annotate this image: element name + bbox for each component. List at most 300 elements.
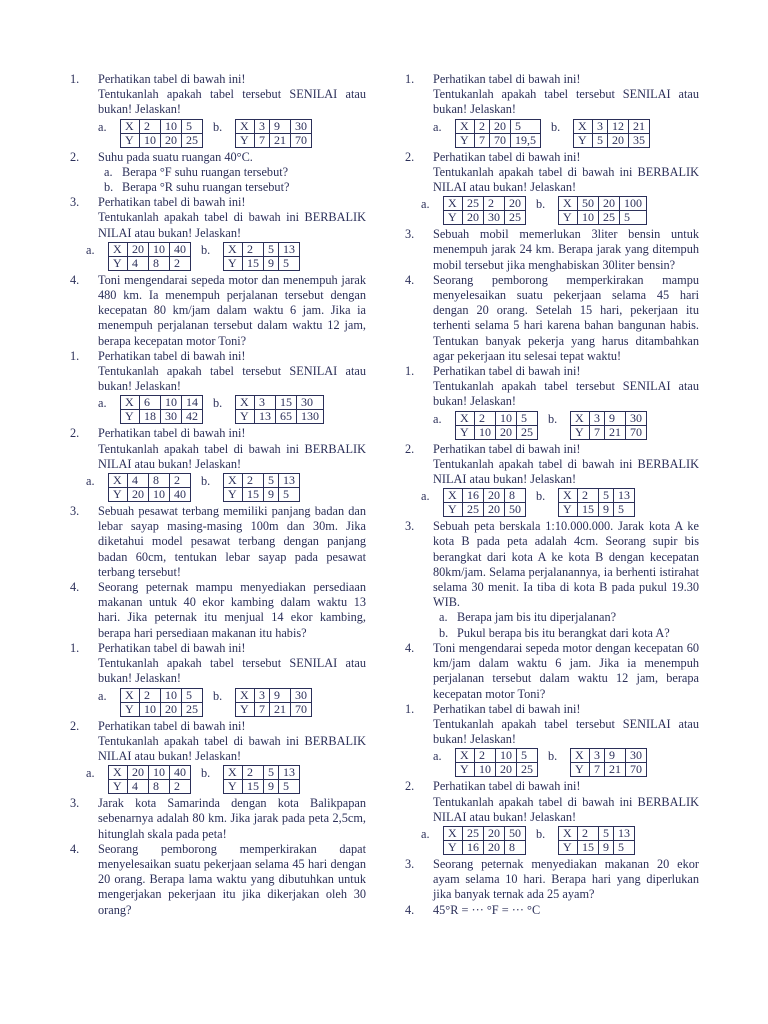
question-1 <box>70 72 366 148</box>
table-cell: X <box>224 242 243 256</box>
value-table <box>455 411 538 440</box>
table-cell: 10 <box>161 396 182 410</box>
table-row <box>559 489 635 503</box>
table-cell: X <box>236 119 255 133</box>
table-cell: X <box>236 688 255 702</box>
table-option-b <box>551 119 650 148</box>
table-option-a <box>98 395 203 424</box>
table-cell: 30 <box>626 411 647 425</box>
option-label: b. <box>201 242 211 257</box>
table-cell: Y <box>109 256 128 270</box>
question-number: 1. <box>405 364 415 379</box>
table-row <box>109 780 191 794</box>
table-option-b <box>548 748 647 777</box>
value-table <box>223 242 300 271</box>
option-label: b. <box>201 766 211 781</box>
left-column <box>70 72 366 918</box>
table-cell: 6 <box>140 396 161 410</box>
table-cell: 5 <box>182 119 203 133</box>
sub-text: Berapa jam bis itu diperjalanan? <box>457 610 617 625</box>
question-1 <box>70 641 366 717</box>
table-option-b <box>201 765 300 794</box>
table-row <box>444 826 526 840</box>
table-cell: 3 <box>590 749 605 763</box>
question-number: 1. <box>70 72 80 86</box>
table-cell: 13 <box>279 766 300 780</box>
table-cell: 70 <box>626 763 647 777</box>
value-table <box>443 826 526 855</box>
table-row <box>224 766 300 780</box>
table-cell: 20 <box>496 425 517 439</box>
question-text: Seorang peternak mampu menyediakan persediaan makanan untuk 40 ekor kambing dalam waktu 13 hari. Jika peternak itu menjual 14 ekor kambing, berapa hari persediaan makanan itu habis? <box>98 580 366 640</box>
table-cell: Y <box>456 133 475 147</box>
table-cell: 21 <box>270 133 291 147</box>
table-cell: 70 <box>490 133 511 147</box>
table-cell: 10 <box>149 242 170 256</box>
table-cell: 5 <box>517 411 538 425</box>
table-row <box>224 242 300 256</box>
table-cell: 4 <box>128 474 149 488</box>
table-cell: Y <box>109 780 128 794</box>
table-cell: 15 <box>578 503 599 517</box>
table-cell: 5 <box>599 826 614 840</box>
table-cell: 35 <box>629 133 650 147</box>
table-cell: 8 <box>505 489 526 503</box>
table-option-a <box>98 688 203 717</box>
value-table <box>455 119 541 148</box>
table-cell: Y <box>444 503 463 517</box>
table-cell: 8 <box>149 780 170 794</box>
table-cell: 20 <box>505 197 526 211</box>
table-cell: 15 <box>578 840 599 854</box>
table-row <box>121 688 203 702</box>
table-row <box>559 197 647 211</box>
table-cell: 21 <box>605 763 626 777</box>
table-cell: 3 <box>255 688 270 702</box>
table-cell: 15 <box>243 780 264 794</box>
question-instruction: Perhatikan tabel di bawah ini! <box>98 72 246 86</box>
table-cell: 20 <box>496 763 517 777</box>
table-cell: X <box>444 489 463 503</box>
table-option-a <box>433 119 541 148</box>
question-1 <box>405 364 699 440</box>
table-cell: 4 <box>128 780 149 794</box>
table-cell: 25 <box>517 425 538 439</box>
table-cell: 2 <box>170 474 191 488</box>
table-cell: 10 <box>475 763 496 777</box>
question-number: 3. <box>70 504 80 519</box>
question-3 <box>70 504 366 580</box>
table-option-b <box>536 488 635 517</box>
option-label: b. <box>213 688 223 703</box>
question-2 <box>405 442 699 518</box>
table-cell: 20 <box>490 119 511 133</box>
table-row <box>559 503 635 517</box>
table-cell: Y <box>121 133 140 147</box>
table-cell: 15 <box>243 256 264 270</box>
table-cell: 130 <box>297 410 324 424</box>
value-table <box>570 411 647 440</box>
table-cell: Y <box>444 840 463 854</box>
table-cell: X <box>456 119 475 133</box>
question-3 <box>405 857 699 903</box>
table-cell: 40 <box>170 766 191 780</box>
table-option-a <box>86 765 191 794</box>
question-text: Tentukanlah apakah tabel tersebut SENILAI atau bukan! Jelaskan! <box>433 87 699 117</box>
table-option-a <box>421 196 526 225</box>
table-cell: Y <box>456 763 475 777</box>
table-cell: X <box>444 197 463 211</box>
table-cell: 40 <box>170 242 191 256</box>
table-cell: 5 <box>279 256 300 270</box>
table-cell: X <box>456 411 475 425</box>
sub-question-a <box>433 610 699 625</box>
table-cell: 100 <box>620 197 647 211</box>
table-row <box>224 780 300 794</box>
table-row <box>456 763 538 777</box>
table-cell: Y <box>559 211 578 225</box>
table-cell: 7 <box>255 702 270 716</box>
table-option-b <box>201 473 300 502</box>
table-row <box>571 411 647 425</box>
question-text: Tentukanlah apakah tabel tersebut SENILAI atau bukan! Jelaskan! <box>98 364 366 394</box>
question-text: Toni mengendarai sepeda motor dan menempuh jarak 480 km. Ia menempuh perjalanan tersebut dengan kecepatan 80 km/jam dalam waktu 6 jam. Jika ia menempuh perjalanan tersebut dalam waktu 12 jam, berapa kecepatan motor Toni? <box>98 272 366 348</box>
table-cell: X <box>559 826 578 840</box>
table-cell: 2 <box>484 197 505 211</box>
table-cell: 9 <box>605 749 626 763</box>
table-row <box>109 766 191 780</box>
table-row <box>121 396 203 410</box>
question-number: 2. <box>405 779 415 794</box>
table-pair <box>433 411 699 440</box>
question-3 <box>70 195 366 271</box>
table-pair <box>433 748 699 777</box>
question-3 <box>405 227 699 273</box>
question-instruction: Perhatikan tabel di bawah ini! <box>98 718 246 733</box>
table-row <box>109 242 191 256</box>
table-cell: X <box>456 749 475 763</box>
value-table <box>235 395 324 424</box>
table-cell: 2 <box>243 474 264 488</box>
table-cell: 2 <box>140 688 161 702</box>
option-label: a. <box>421 489 430 504</box>
question-text: Seorang pemborong memperkirakan mampu menyelesaikan suatu pekerjaan selama 45 hari dengan 20 orang. Setelah 15 hari, pekerjaan itu terhenti selama 5 hari karena bahan bangunan habis. Tentukan banyak pekerja yang harus ditambahkan agar pekerjaan itu selesai tepat waktu! <box>433 272 699 363</box>
table-cell: 70 <box>291 702 312 716</box>
value-table <box>573 119 650 148</box>
question-instruction: Perhatikan tabel di bawah ini! <box>433 72 581 86</box>
value-table <box>108 765 191 794</box>
question-4 <box>70 273 366 349</box>
option-label: a. <box>86 766 95 781</box>
question-number: 3. <box>70 195 80 210</box>
table-cell: 5 <box>599 489 614 503</box>
question-instruction: Perhatikan tabel di bawah ini! <box>433 441 581 456</box>
table-cell: 30 <box>291 119 312 133</box>
question-number: 1. <box>70 348 80 363</box>
table-cell: 20 <box>161 133 182 147</box>
table-cell: 30 <box>626 749 647 763</box>
table-cell: 25 <box>505 211 526 225</box>
table-cell: 4 <box>128 256 149 270</box>
value-table <box>443 488 526 517</box>
question-instruction: Perhatikan tabel di bawah ini! <box>98 348 246 363</box>
table-cell: 10 <box>140 133 161 147</box>
table-cell: 25 <box>182 702 203 716</box>
question-text: Tentukanlah apakah tabel tersebut SENILAI atau bukan! Jelaskan! <box>98 87 366 117</box>
table-cell: 2 <box>170 780 191 794</box>
question-number: 4. <box>70 841 80 856</box>
table-cell: 21 <box>605 425 626 439</box>
table-cell: 5 <box>279 780 300 794</box>
table-cell: X <box>121 119 140 133</box>
table-pair <box>421 196 699 225</box>
sub-label: a. <box>439 610 448 625</box>
question-2 <box>70 150 366 196</box>
option-label: a. <box>98 119 107 134</box>
table-cell: 25 <box>599 211 620 225</box>
table-cell: X <box>574 119 593 133</box>
table-cell: 30 <box>291 688 312 702</box>
question-number: 2. <box>70 426 80 441</box>
value-table <box>443 196 526 225</box>
table-row <box>236 702 312 716</box>
table-row <box>456 425 538 439</box>
question-number: 3. <box>70 796 80 811</box>
table-cell: X <box>121 396 140 410</box>
table-row <box>444 840 526 854</box>
question-number: 4. <box>405 902 415 917</box>
value-table <box>570 748 647 777</box>
sub-label: a. <box>104 164 113 179</box>
table-cell: 25 <box>517 763 538 777</box>
table-option-a <box>421 826 526 855</box>
question-text: 45°R = ··· °F = ··· °C <box>433 902 541 917</box>
table-cell: X <box>121 688 140 702</box>
table-cell: 2 <box>170 256 191 270</box>
table-cell: 20 <box>484 489 505 503</box>
table-cell: 5 <box>182 688 203 702</box>
table-cell: Y <box>236 410 255 424</box>
question-text: Tentukanlah apakah tabel di bawah ini BERBALIK NILAI atau bukan! Jelaskan! <box>433 164 699 195</box>
table-cell: 5 <box>614 840 635 854</box>
table-cell: Y <box>224 256 243 270</box>
question-number: 4. <box>70 272 80 287</box>
question-4 <box>70 580 366 641</box>
table-pair <box>86 473 366 502</box>
table-pair <box>98 119 366 148</box>
option-label: b. <box>548 749 558 764</box>
table-row <box>236 688 312 702</box>
table-cell: Y <box>236 702 255 716</box>
question-number: 1. <box>405 72 415 86</box>
table-cell: 20 <box>161 702 182 716</box>
table-cell: 2 <box>475 411 496 425</box>
table-cell: 5 <box>517 749 538 763</box>
table-row <box>559 840 635 854</box>
value-table <box>455 748 538 777</box>
value-table <box>223 473 300 502</box>
question-text: Toni mengendarai sepeda motor dengan kecepatan 60 km/jam dalam waktu 6 jam. Jika ia menempuh perjalanan tersebut dalam waktu 12 jam, berapa kecepatan motor Toni? <box>433 640 699 701</box>
table-row <box>121 702 203 716</box>
table-cell: 9 <box>270 119 291 133</box>
table-option-a <box>98 119 203 148</box>
table-row <box>121 410 203 424</box>
table-cell: 42 <box>182 410 203 424</box>
table-cell: 7 <box>590 425 605 439</box>
question-number: 1. <box>70 640 80 655</box>
table-cell: 9 <box>599 503 614 517</box>
option-label: a. <box>421 197 430 212</box>
table-cell: 10 <box>161 119 182 133</box>
sub-label: b. <box>439 625 449 640</box>
question-instruction: Perhatikan tabel di bawah ini! <box>98 426 246 441</box>
table-pair <box>433 119 699 148</box>
table-cell: 50 <box>578 197 599 211</box>
table-cell: Y <box>224 488 243 502</box>
option-label: b. <box>213 396 223 411</box>
table-option-b <box>213 688 312 717</box>
value-table <box>120 119 203 148</box>
table-cell: 7 <box>475 133 490 147</box>
question-text: Sebuah mobil memerlukan 3liter bensin untuk menempuh jarak 24 km. Berapa jarak yang ditempuh mobil tersebut jika menghabiskan 30liter bensin? <box>433 227 699 272</box>
table-row <box>574 133 650 147</box>
table-cell: 7 <box>590 763 605 777</box>
question-instruction: Perhatikan tabel di bawah ini! <box>433 364 581 379</box>
table-row <box>224 488 300 502</box>
table-cell: 3 <box>255 396 276 410</box>
table-cell: Y <box>444 211 463 225</box>
table-option-a <box>86 242 191 271</box>
table-cell: X <box>444 826 463 840</box>
value-table <box>558 488 635 517</box>
table-cell: X <box>236 396 255 410</box>
value-table <box>120 395 203 424</box>
question-2 <box>405 779 699 855</box>
option-label: b. <box>536 826 546 841</box>
table-cell: 21 <box>629 119 650 133</box>
table-cell: 10 <box>149 766 170 780</box>
value-table <box>558 196 647 225</box>
value-table <box>108 242 191 271</box>
table-cell: 10 <box>475 425 496 439</box>
question-number: 2. <box>405 441 415 456</box>
table-row <box>444 489 526 503</box>
table-row <box>444 503 526 517</box>
table-cell: 13 <box>255 410 276 424</box>
table-cell: 30 <box>297 396 324 410</box>
table-cell: 9 <box>605 411 626 425</box>
table-row <box>224 474 300 488</box>
table-row <box>456 749 538 763</box>
option-label: a. <box>86 242 95 257</box>
table-cell: 8 <box>149 474 170 488</box>
table-cell: 10 <box>496 749 517 763</box>
table-pair <box>86 242 366 271</box>
question-text: Seorang pemborong memperkirakan dapat menyelesaikan suatu pekerjaan selama 45 hari dengan 20 orang. Berapa lama waktu yang dibutuhkan untuk mengerjakan pekerjaan itu jika dikerjakan oleh 30 orang? <box>98 841 366 917</box>
sub-question-b <box>433 626 699 641</box>
question-text: Seorang peternak menyediakan makanan 20 ekor ayam selama 10 hari. Berapa hari yang diperlukan jika banyak ternak ada 25 ayam? <box>433 856 699 902</box>
table-cell: 40 <box>170 488 191 502</box>
table-cell: 8 <box>149 256 170 270</box>
question-2 <box>70 719 366 795</box>
value-table <box>235 119 312 148</box>
table-row <box>121 133 203 147</box>
option-label: a. <box>421 826 430 841</box>
table-row <box>574 119 650 133</box>
question-text: Tentukanlah apakah tabel tersebut SENILAI atau bukan! Jelaskan! <box>98 656 366 686</box>
table-cell: 2 <box>243 766 264 780</box>
table-cell: 9 <box>264 256 279 270</box>
table-row <box>236 133 312 147</box>
table-cell: Y <box>559 840 578 854</box>
table-cell: 13 <box>614 826 635 840</box>
table-row <box>571 763 647 777</box>
table-cell: 16 <box>463 489 484 503</box>
table-cell: 10 <box>496 411 517 425</box>
table-cell: 5 <box>511 119 541 133</box>
table-cell: Y <box>574 133 593 147</box>
option-label: b. <box>201 474 211 489</box>
table-cell: 20 <box>128 766 149 780</box>
table-option-b <box>213 395 324 424</box>
table-row <box>571 425 647 439</box>
option-label: b. <box>536 489 546 504</box>
table-pair <box>86 765 366 794</box>
table-cell: 50 <box>505 503 526 517</box>
question-number: 4. <box>70 580 80 595</box>
question-text: Tentukanlah apakah tabel tersebut SENILAI atau bukan! Jelaskan! <box>433 716 699 747</box>
table-cell: 3 <box>255 119 270 133</box>
table-cell: X <box>109 474 128 488</box>
table-option-a <box>421 488 526 517</box>
table-cell: 8 <box>505 840 526 854</box>
table-row <box>224 256 300 270</box>
question-1 <box>405 702 699 778</box>
table-cell: 25 <box>463 826 484 840</box>
table-cell: 20 <box>128 242 149 256</box>
question-2 <box>405 150 699 226</box>
question-3 <box>70 796 366 842</box>
option-label: b. <box>536 197 546 212</box>
table-cell: Y <box>121 410 140 424</box>
question-number: 2. <box>70 149 80 164</box>
question-number: 4. <box>405 272 415 287</box>
sub-label: b. <box>104 180 114 195</box>
table-cell: 21 <box>270 702 291 716</box>
table-cell: Y <box>559 503 578 517</box>
sub-text: Pukul berapa bis itu berangkat dari kota A? <box>457 625 670 640</box>
question-number: 1. <box>405 701 415 716</box>
question-number: 2. <box>70 718 80 733</box>
table-row <box>444 211 526 225</box>
table-cell: 20 <box>128 488 149 502</box>
table-cell: 20 <box>608 133 629 147</box>
table-cell: 15 <box>276 396 297 410</box>
table-cell: Y <box>236 133 255 147</box>
table-option-b <box>201 242 300 271</box>
table-cell: 70 <box>626 425 647 439</box>
table-cell: 25 <box>182 133 203 147</box>
table-cell: 20 <box>484 503 505 517</box>
question-number: 4. <box>405 640 415 655</box>
table-cell: 5 <box>279 488 300 502</box>
table-cell: Y <box>224 780 243 794</box>
question-instruction: Perhatikan tabel di bawah ini! <box>98 195 246 210</box>
value-table <box>235 688 312 717</box>
table-option-b <box>536 196 647 225</box>
table-cell: X <box>571 411 590 425</box>
table-cell: 10 <box>161 688 182 702</box>
